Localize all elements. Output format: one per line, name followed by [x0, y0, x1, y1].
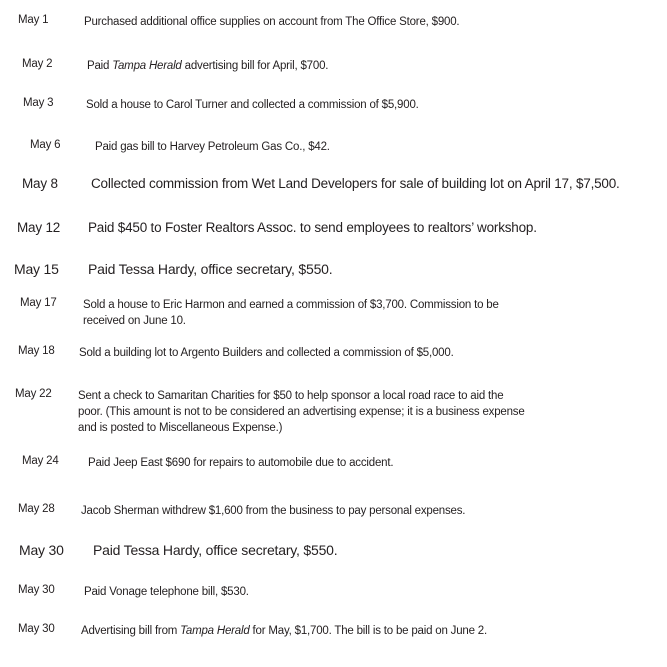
transaction-description: Paid $450 to Foster Realtors Assoc. to send employees to realtors’ workshop.	[88, 220, 537, 235]
description-line: received on June 10.	[83, 315, 186, 327]
transaction-date: May 30	[18, 584, 55, 596]
transaction-description	[83, 297, 499, 329]
transaction-date: May 28	[18, 503, 55, 515]
transaction-description	[78, 388, 525, 436]
transaction-description	[81, 623, 487, 639]
description-line: Sent a check to Samaritan Charities for $50 to help sponsor a local road race to aid the	[78, 390, 504, 402]
transaction-date: May 30	[18, 623, 55, 635]
transaction-description: Paid gas bill to Harvey Petroleum Gas Co., $42.	[95, 141, 330, 153]
publication-name: Tampa Herald	[112, 60, 182, 72]
description-text: Paid	[87, 60, 113, 72]
transaction-description: Collected commission from Wet Land Developers for sale of building lot on April 17, $7,500.	[91, 176, 620, 191]
transaction-description: Purchased additional office supplies on account from The Office Store, $900.	[84, 16, 460, 28]
transaction-date: May 2	[22, 58, 53, 70]
description-line: and is posted to Miscellaneous Expense.)	[78, 422, 283, 434]
transaction-description: Paid Jeep East $690 for repairs to automobile due to accident.	[88, 457, 394, 469]
transaction-description: Paid Tessa Hardy, office secretary, $550.	[88, 261, 333, 277]
description-line: poor. (This amount is not to be considered an advertising expense; it is a business expense	[78, 406, 525, 418]
transaction-description: Paid Vonage telephone bill, $530.	[84, 586, 249, 598]
transaction-date: May 3	[23, 97, 54, 109]
transaction-date: May 17	[20, 297, 57, 309]
transaction-date: May 18	[18, 345, 55, 357]
transaction-description: Paid Tessa Hardy, office secretary, $550.	[93, 542, 338, 558]
transaction-date: May 24	[22, 455, 59, 467]
description-text: advertising bill for April, $700.	[181, 60, 329, 72]
transaction-date: May 6	[30, 139, 61, 151]
transaction-date: May 12	[17, 220, 61, 235]
transaction-description: Jacob Sherman withdrew $1,600 from the business to pay personal expenses.	[81, 505, 466, 517]
transaction-date: May 30	[19, 542, 64, 558]
description-text: for May, $1,700. The bill is to be paid on June 2.	[249, 625, 487, 637]
transaction-date: May 15	[14, 261, 59, 277]
description-text: Advertising bill from	[81, 625, 181, 637]
transaction-date: May 8	[22, 176, 58, 191]
transaction-description	[87, 58, 328, 74]
description-line: Sold a house to Eric Harmon and earned a commission of $3,700. Commission to be	[83, 299, 499, 311]
transaction-date: May 1	[18, 14, 49, 26]
transaction-date: May 22	[15, 388, 52, 400]
transaction-description: Sold a building lot to Argento Builders and collected a commission of $5,000.	[79, 347, 454, 359]
transaction-description: Sold a house to Carol Turner and collected a commission of $5,900.	[86, 99, 419, 111]
publication-name: Tampa Herald	[180, 625, 250, 637]
